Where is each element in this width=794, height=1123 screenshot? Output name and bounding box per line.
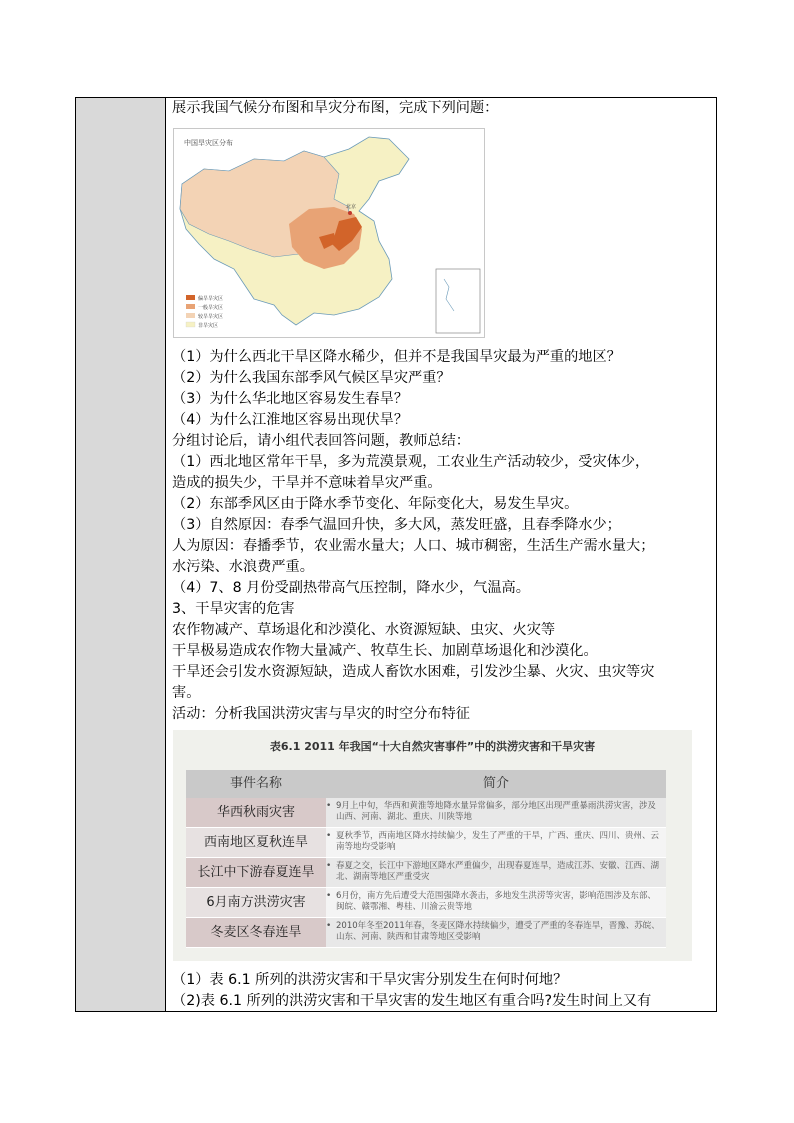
- table-row-desc: 春夏之交，长江中下游地区降水严重偏少，出现春夏连旱，造成江苏、安徽、江西、湖北、湖南等地区严重受灾: [336, 861, 660, 882]
- table-header-name: 事件名称: [229, 776, 282, 791]
- lesson-table-frame: [75, 97, 717, 1012]
- answer-3-line-1: （3）自然原因：春季气温回升快，多大风，蒸发旺盛，且春季降水少；: [172, 517, 621, 533]
- map-legend: [186, 295, 223, 329]
- summary-intro: 分组讨论后，请小组代表回答问题，教师总结：: [172, 433, 470, 449]
- bullet-icon: •: [326, 891, 332, 901]
- final-question-1: （1）表 6.1 所列的洪涝灾害和干旱灾害分别发生在何时何地？: [172, 972, 568, 988]
- table-row: [186, 918, 666, 948]
- table-6-1-figure: [173, 730, 692, 961]
- answer-3-line-3: 水污染、水浪费严重。: [172, 559, 314, 575]
- section-3-line-1: 农作物减产、草场退化和沙漠化、水资源短缺、虫灾、火灾等: [172, 622, 556, 638]
- table-row-desc: 6月份，南方先后遭受大范围强降水袭击，多地发生洪涝等灾害，影响范围涉及东部、闽皖、赣鄂湘、粤桂、川渝云贵等地: [336, 891, 656, 912]
- table-row-desc: 9月上中旬，华西和黄淮等地降水量异常偏多，部分地区出现严重暴雨洪涝灾害，涉及山西、河南、湖北、重庆、川陕等地: [336, 801, 656, 822]
- table-row: [186, 888, 666, 918]
- section-3-line-3b: 害。: [172, 685, 201, 701]
- activity-heading: 活动：分析我国洪涝灾害与旱灾的时空分布特征: [172, 706, 470, 722]
- legend-label-4: 非旱灾区: [198, 323, 219, 329]
- legend-label-2: 一般旱灾区: [198, 305, 224, 311]
- bullet-icon: •: [326, 921, 332, 931]
- answer-3-line-2: 人为原因：春播季节，农业需水量大；人口、城市稠密，生活生产需水量大；: [172, 538, 655, 554]
- table-row: [186, 858, 666, 888]
- intro-text: 展示我国气候分布图和旱灾分布图，完成下列问题：: [172, 100, 499, 116]
- table-row-name: 6月南方洪涝灾害: [186, 888, 326, 917]
- legend-swatch-4: [186, 322, 195, 327]
- table-row-name: 长江中下游春夏连旱: [186, 858, 326, 887]
- legend-swatch-3: [186, 313, 195, 318]
- left-label-column: [76, 98, 166, 1011]
- table-row: [186, 828, 666, 858]
- final-question-2: （2)表 6.1 所列的洪涝灾害和干旱灾害的发生地区有重合吗?发生时间上又有: [172, 993, 652, 1009]
- table-row-name: 华西秋雨灾害: [186, 798, 326, 827]
- question-1: （1）为什么西北干旱区降水稀少，但并不是我国旱灾最为严重的地区？: [172, 349, 621, 365]
- question-2: （2）为什么我国东部季风气候区旱灾严重？: [172, 370, 451, 386]
- section-3-heading: 3、干旱灾害的危害: [172, 601, 295, 617]
- answer-1-line-2: 造成的损失少，干旱并不意味着旱灾严重。: [172, 475, 442, 491]
- table-row: [186, 798, 666, 828]
- section-3-line-3a: 干旱还会引发水资源短缺，造成人畜饮水困难，引发沙尘暴、火灾、虫灾等灾: [172, 664, 655, 680]
- table-row-desc: 2010年冬至2011年春，冬麦区降水持续偏少，遭受了严重的冬春连旱，晋豫、苏皖、山东、河南、陕西和甘肃等地区受影响: [336, 921, 660, 942]
- bullet-icon: •: [326, 861, 332, 871]
- table-row-name: 西南地区夏秋连旱: [186, 828, 326, 857]
- table-row-desc: 夏秋季节，西南地区降水持续偏少，发生了严重的干旱，广西、重庆、四川、贵州、云南等地均受影响: [336, 831, 660, 852]
- legend-swatch-1: [186, 295, 195, 300]
- south-china-sea-inset: [436, 269, 480, 333]
- legend-label-1: 偏旱旱灾区: [198, 296, 224, 302]
- table-header: [186, 770, 666, 798]
- question-4: （4）为什么江淮地区容易出现伏旱？: [172, 412, 409, 428]
- bullet-icon: •: [326, 801, 332, 811]
- table-row-name: 冬麦区冬春连旱: [186, 918, 326, 947]
- table-header-desc: 简介: [482, 776, 509, 791]
- map-title: 中国旱灾区分布: [184, 139, 233, 147]
- answer-4: （4）7、8 月份受副热带高气压控制，降水少，气温高。: [172, 580, 530, 596]
- question-3: （3）为什么华北地区容易发生春旱？: [172, 391, 409, 407]
- legend-label-3: 较旱旱灾区: [198, 314, 224, 320]
- beijing-marker: [348, 211, 352, 215]
- bullet-icon: •: [326, 831, 332, 841]
- beijing-label: 北京: [346, 204, 357, 210]
- legend-swatch-2: [186, 304, 195, 309]
- section-3-line-2: 干旱极易造成农作物大量减产、牧草生长、加剧草场退化和沙漠化。: [172, 643, 598, 659]
- table-caption: 表6.1 2011 年我国“十大自然灾害事件”中的洪涝灾害和干旱灾害: [269, 740, 596, 753]
- drought-map-image: [174, 129, 484, 337]
- drought-map-figure: [173, 128, 485, 338]
- answer-2: （2）东部季风区由于降水季节变化、年际变化大，易发生旱灾。: [172, 496, 579, 512]
- answer-1-line-1: （1）西北地区常年干旱，多为荒漠景观，工农业生产活动较少，受灾体少，: [172, 454, 650, 470]
